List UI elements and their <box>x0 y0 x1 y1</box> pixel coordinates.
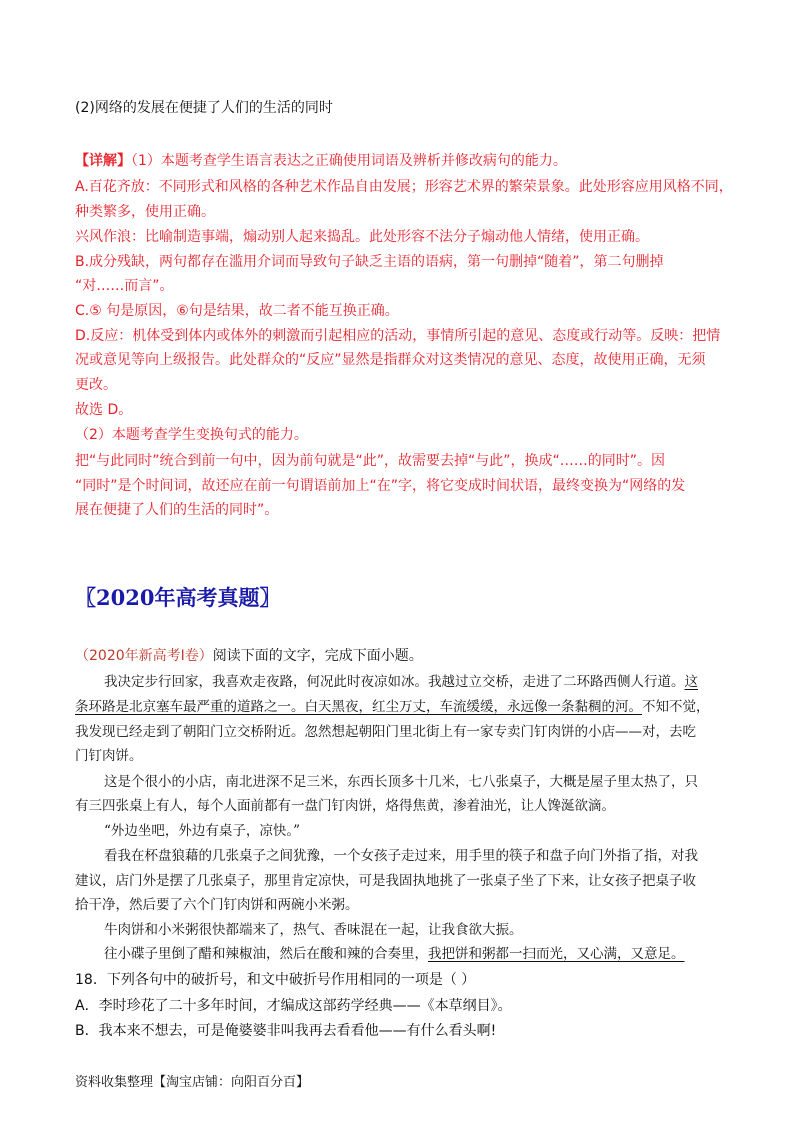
underlined-sentence: 条环路是北京塞车最严重的道路之一。白天黑夜，红尘万丈，车流缓缓，永远像一条黏稠的河。 <box>75 699 642 715</box>
detail-line-7: C.⑤ 句是原因，⑥句是结果，故二者不能互换正确。 <box>75 303 399 319</box>
source-line: （2020年新高考Ⅰ卷）阅读下面的文字，完成下面小题。 <box>75 648 423 664</box>
detail-line-6: “对……而言”。 <box>75 278 174 294</box>
passage-line: “外边坐吧，外边有桌子，凉快。” <box>104 823 301 839</box>
question-stem: 18．下列各句中的破折号，和文中破折号作用相同的一项是（ ） <box>75 972 476 988</box>
footer-note: 资料收集整理【淘宝店铺：向阳百分百】 <box>75 1075 310 1090</box>
passage-line: 门钉肉饼。 <box>75 748 143 764</box>
underlined-sentence: 我把饼和粥都一扫而光，又心满，又意足。 <box>428 946 685 962</box>
passage-line: 这是个很小的小店，南北进深不足三米，东西长顶多十几米，七八张桌子，大概是屋子里太热了，只 <box>104 774 698 790</box>
detail-line-4: 兴风作浪：比喻制造事端，煽动别人起来捣乱。此处形容不法分子煽动他人情绪，使用正确。 <box>75 229 649 245</box>
detail-line-14: “同时”是个时间词，故还应在前一句谓语前加上“在”字，将它变成时间状语，最终变换为“网络的发 <box>75 478 686 494</box>
source-tag: （2020年新高考Ⅰ卷） <box>75 648 213 664</box>
detail-line-15: 展在便捷了人们的生活的同时”。 <box>75 502 279 518</box>
detail-line-11: 故选 D。 <box>75 402 133 418</box>
passage-line: 建议，店门外是摆了几张桌子，那里肯定凉快，可是我固执地挑了一张桌子坐了下来，让女孩子把桌子收 <box>75 873 696 889</box>
detail-line-13: 把“与此同时”统合到前一句中，因为前句就是“此”，故需要去掉“与此”，换成“……的同时”。因 <box>75 453 666 469</box>
answer-2: (2)网络的发展在便捷了人们的生活的同时 <box>75 100 333 116</box>
detail-line-12: （2）本题考查学生变换句式的能力。 <box>75 427 308 443</box>
passage-line: 牛肉饼和小米粥很快都端来了，热气、香味混在一起，让我食欲大振。 <box>104 922 523 938</box>
passage-line: 有三四张桌上有人，每个人面前都有一盘门钉肉饼，烙得焦黄，渗着油光，让人馋涎欲滴。 <box>75 798 615 814</box>
passage-line: 看我在杯盘狼藉的几张桌子之间犹豫，一个女孩子走过来，用手里的筷子和盘子向门外指了指，对我 <box>104 848 698 864</box>
passage-line: 拾干净，然后要了六个门钉肉饼和两碗小米粥。 <box>75 897 359 913</box>
section-title: 〖2020年高考真题〗 <box>75 585 281 610</box>
detail-line-8: D.反应：机体受到体内或体外的刺激而引起相应的活动，事情所引起的意见、态度或行动等。反映：把情 <box>75 328 721 344</box>
detail-line-3: 种类繁多，使用正确。 <box>75 204 215 220</box>
detail-line-2: A.百花齐放：不同形式和风格的各种艺术作品自由发展；形容艺术界的繁荣景象。此处形容应用风格不同， <box>75 179 733 195</box>
option-b: B．我本来不想去，可是俺婆婆非叫我再去看看他——有什么看头啊! <box>75 1023 497 1039</box>
detail-line-1: 【详解】（1）本题考查学生语言表达之正确使用词语及辨析并修改病句的能力。 <box>75 153 567 169</box>
detail-line-9: 况或意见等向上级报告。此处群众的“反应”显然是指群众对这类情况的意见、态度，故使用正确，无须 <box>75 352 706 368</box>
passage-line: 往小碟子里倒了醋和辣椒油，然后在酸和辣的合奏里，我把饼和粥都一扫而光，又心满，又意足。 <box>104 946 685 962</box>
detail-label: 【详解】 <box>75 153 131 169</box>
passage-line: 条环路是北京塞车最严重的道路之一。白天黑夜，红尘万丈，车流缓缓，永远像一条黏稠的河。不知不觉， <box>75 699 710 715</box>
option-a: A．李时珍花了二十多年时间，才编成这部药学经典——《本草纲目》。 <box>75 998 512 1014</box>
detail-line-5: B.成分残缺，两句都存在滥用介词而导致句子缺乏主语的语病，第一句删掉“随着”，第二句删掉 <box>75 254 664 270</box>
passage-line: 我发现已经走到了朝阳门立交桥附近。忽然想起朝阳门里北街上有一家专卖门钉肉饼的小店——对，去吃 <box>75 724 696 740</box>
detail-line-10: 更改。 <box>75 377 117 393</box>
passage-line: 我决定步行回家，我喜欢走夜路，何况此时夜凉如冰。我越过立交桥，走进了二环路西侧人行道。这 <box>104 674 698 690</box>
